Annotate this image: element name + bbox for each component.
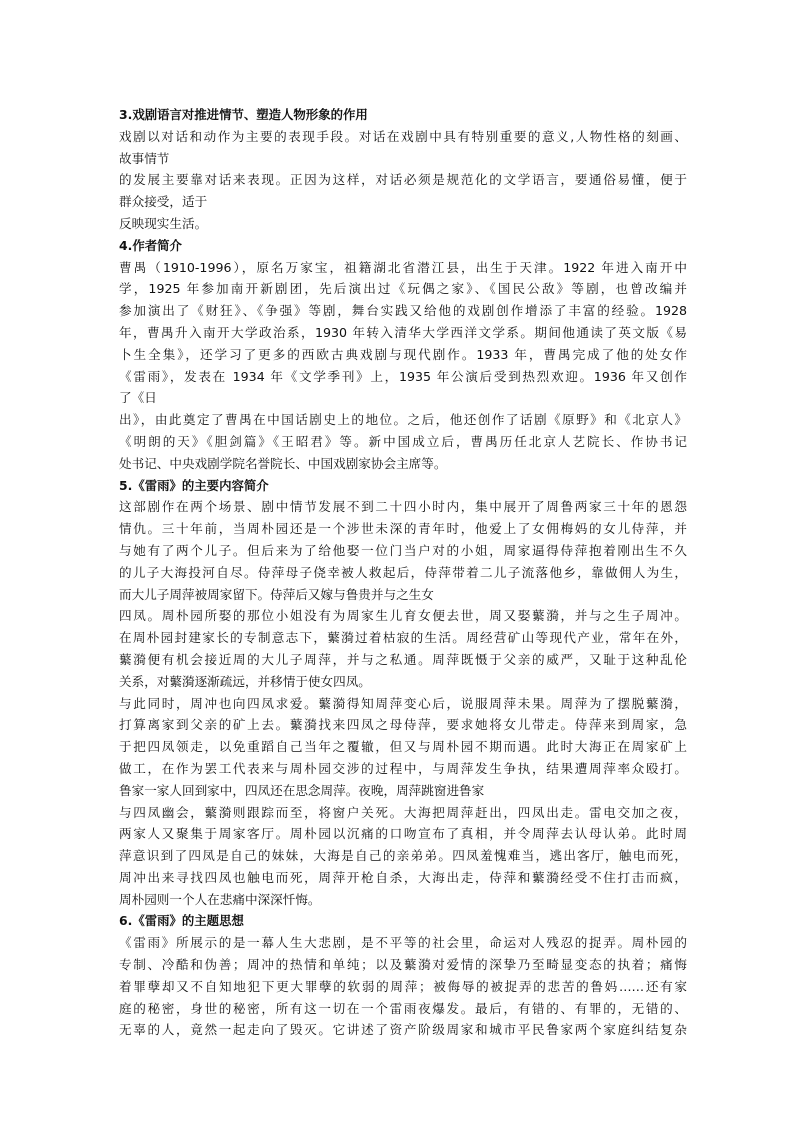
paragraph-line: 这部剧作在两个场景、剧中情节发展不到二十四小时内，集中展开了周鲁两家三十年的恩怨 [119, 499, 687, 515]
paragraph-line: 两家人又聚集于周家客厅。周朴园以沉痛的口吻宣布了真相，并令周萍去认母认弟。此时周 [119, 826, 687, 842]
paragraph-line: 卜生全集》，还学习了更多的西欧古典戏剧与现代剧作。1933 年，曹禺完成了他的处女作 [119, 346, 687, 362]
paragraph-line: 于把四凤领走，以免重蹈自己当年之覆辙，但又与周朴园不期而遇。此时大海正在周家矿上 [119, 739, 687, 755]
paragraph-line: 曹禺（1910-1996），原名万家宝，祖籍湖北省潜江县，出生于天津。1922 年进入南开中 [119, 259, 687, 275]
paragraph-line: 周朴园则一个人在悲痛中深深忏悔。 [119, 891, 321, 907]
paragraph-line: 专制、冷酷和伪善；周冲的热情和单纯；以及蘩漪对爱情的深挚乃至畸显变态的执着；痛悔 [119, 957, 687, 973]
paragraph-line: 庭的秘密，身世的秘密，所有这一切在一个雷雨夜爆发。最后，有错的、有罪的，无错的、 [119, 1000, 687, 1016]
paragraph-line: 周冲出来寻找四凤也触电而死，周萍开枪自杀，大海出走，侍萍和蘩漪经受不住打击而疯， [119, 869, 687, 885]
paragraph-line: 参加演出了《财狂》、《争强》等剧，舞台实践又给他的戏剧创作增添了丰富的经验。1928 [119, 303, 687, 319]
section-heading: 3.戏剧语言对推进情节、塑造人物形象的作用 [119, 107, 368, 122]
paragraph-line: 四凤。周朴园所娶的那位小姐没有为周家生儿育女便去世，周又娶蘩漪，并与之生子周冲。 [119, 608, 687, 624]
paragraph-line: 了《日 [119, 390, 157, 406]
paragraph-line: 鲁家一家人回到家中，四凤还在思念周萍。夜晚，周萍跳窗进鲁家 [119, 782, 485, 798]
paragraph-line: 故事情节 [119, 150, 170, 166]
paragraph-line: 出》，由此奠定了曹禺在中国话剧史上的地位。之后，他还创作了话剧《原野》和《北京人》 [119, 412, 687, 428]
paragraph-line: 年，曹禺升入南开大学政治系，1930 年转入清华大学西洋文学系。期间他通读了英文版《易 [119, 324, 687, 340]
paragraph-line: 《明朗的天》《胆剑篇》《王昭君》等。新中国成立后，曹禺历任北京人艺院长、作协书记 [119, 433, 687, 449]
paragraph-line: 打算离家到父亲的矿上去。蘩漪找来四凤之母侍萍，要求她将女儿带走。侍萍来到周家，急 [119, 717, 687, 733]
paragraph-line: 《雷雨》，发表在 1934 年《文学季刊》上，1935 年公演后受到热烈欢迎。1936 年又创作 [119, 368, 687, 384]
paragraph-line: 《雷雨》所展示的是一幕人生大悲剧，是不平等的社会里，命运对人残忍的捉弄。周朴园的 [119, 935, 687, 951]
paragraph-line: 的发展主要靠对话来表现。正因为这样，对话必须是规范化的文学语言，要通俗易懂，便于 [119, 172, 687, 188]
paragraph-line: 蘩漪便有机会接近周的大儿子周萍，并与之私通。周萍既慑于父亲的威严，又耻于这种乱伦 [119, 651, 687, 667]
paragraph-line: 与四凤幽会，蘩漪则跟踪而至，将窗户关死。大海把周萍赶出，四凤出走。雷电交加之夜， [119, 804, 687, 820]
paragraph-line: 做工，在作为罢工代表来与周朴园交涉的过程中，与周萍发生争执，结果遭周萍率众殴打。 [119, 760, 687, 776]
paragraph-line: 与此同时，周冲也向四凤求爱。蘩漪得知周萍变心后，说服周萍未果。周萍为了摆脱蘩漪， [119, 695, 687, 711]
section-heading: 6.《雷雨》的主题思想 [119, 913, 244, 929]
paragraph-line: 无辜的人，竟然一起走向了毁灭。它讲述了资产阶级周家和城市平民鲁家两个家庭纠结复杂 [119, 1022, 687, 1038]
paragraph-line: 处书记、中央戏剧学院名誉院长、中国戏剧家协会主席等。 [119, 455, 447, 471]
paragraph-line: 在周朴园封建家长的专制意志下，蘩漪过着枯寂的生活。周经营矿山等现代产业，常年在外， [119, 630, 687, 646]
paragraph-line: 关系，对蘩漪逐渐疏远，并移情于使女四凤。 [119, 673, 371, 689]
document-body [119, 104, 687, 1041]
section-heading: 5.《雷雨》的主要内容简介 [119, 477, 269, 493]
paragraph-line: 群众接受，适于 [119, 194, 208, 210]
paragraph-line: 与她有了两个儿子。但后来为了给他娶一位门当户对的小姐，周家逼得侍萍抱着刚出生不久 [119, 542, 687, 558]
paragraph-line: 戏剧以对话和动作为主要的表现手段。对话在戏剧中具有特别重要的意义,人物性格的刻画、 [119, 128, 687, 144]
paragraph-line: 而大儿子周萍被周家留下。侍萍后又嫁与鲁贵并与之生女 [119, 586, 434, 602]
paragraph-line: 学，1925 年参加南开新剧团，先后演出过《玩偶之家》、《国民公敌》等剧，也曾改编并 [119, 281, 687, 297]
section-heading: 4.作者简介 [119, 237, 182, 253]
paragraph-line: 的儿子大海投河自尽。侍萍母子侥幸被人救起后，侍萍带着二儿子流落他乡，靠做佣人为生， [119, 564, 687, 580]
paragraph-line: 情仇。三十年前，当周朴园还是一个涉世未深的青年时，他爱上了女佣梅妈的女儿侍萍，并 [119, 521, 687, 537]
paragraph-line: 着罪孽却又不自知地犯下更大罪孽的软弱的周萍；被侮辱的被捉弄的悲苦的鲁妈……还有家 [119, 978, 687, 994]
paragraph-line: 反映现实生活。 [119, 215, 208, 231]
paragraph-line: 萍意识到了四凤是自己的妹妹，大海是自己的亲弟弟。四凤羞愧难当，逃出客厅，触电而死， [119, 848, 687, 864]
